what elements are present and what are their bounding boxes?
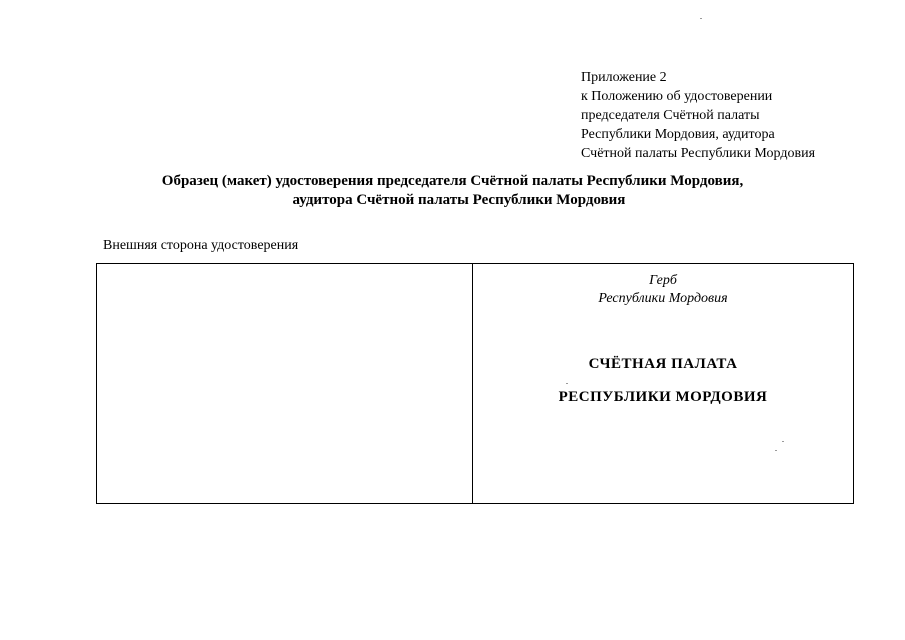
scan-speck (782, 441, 784, 442)
appendix-line: Приложение 2 (581, 70, 667, 85)
emblem-placeholder (473, 272, 853, 308)
org-name-line-2: РЕСПУБЛИКИ МОРДОВИЯ (558, 389, 768, 405)
card-right-panel (473, 264, 853, 503)
scan-speck (775, 450, 777, 451)
scan-speck (566, 383, 568, 384)
document-title (0, 172, 905, 210)
card-left-panel (97, 264, 473, 503)
id-card-outer-side (96, 263, 854, 504)
document-title-line-2: аудитора Счётной палаты Республики Мордовия (292, 192, 626, 208)
document-title-line-1: Образец (макет) удостоверения председателя Счётной палаты Республики Мордовия, (161, 173, 744, 189)
emblem-region: Республики Мордовия (598, 291, 728, 306)
appendix-note (581, 68, 815, 163)
appendix-line: к Положению об удостоверении (581, 89, 773, 104)
org-name-line-1: СЧЁТНАЯ ПАЛАТА (588, 356, 738, 372)
section-caption: Внешняя сторона удостоверения (103, 238, 299, 253)
scan-speck (700, 18, 702, 19)
appendix-line: председателя Счётной палаты (581, 108, 760, 123)
appendix-line: Счётной палаты Республики Мордовия (581, 146, 816, 161)
emblem-label: Герб (649, 273, 677, 288)
appendix-line: Республики Мордовия, аудитора (581, 127, 775, 142)
